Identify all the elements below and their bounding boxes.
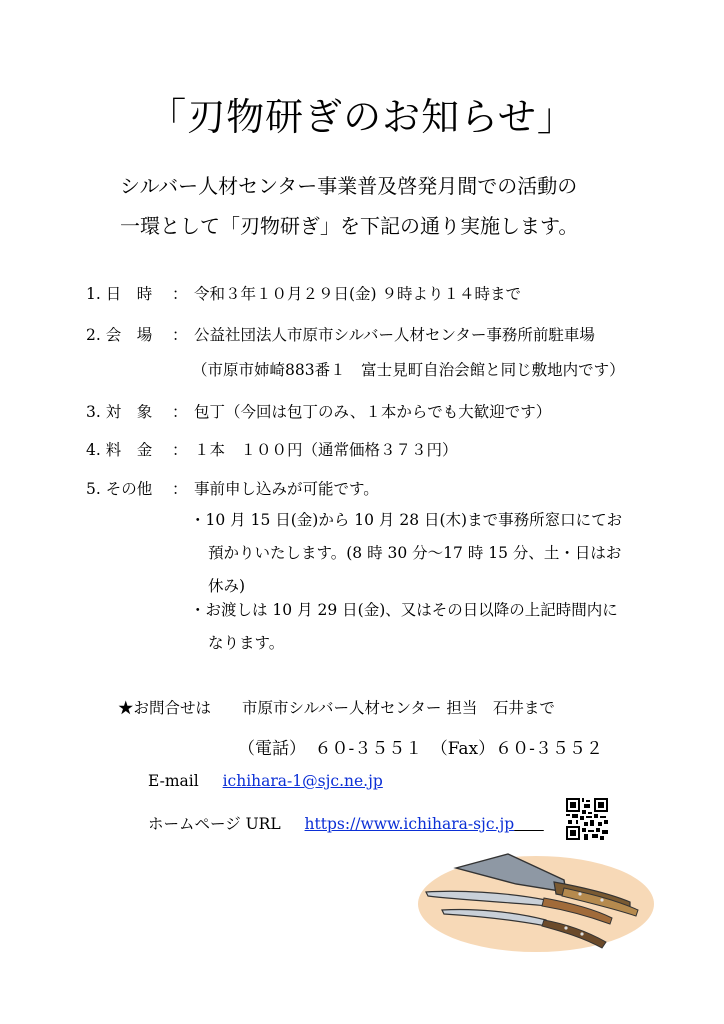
qr-code-icon[interactable] [566,798,608,840]
item-fee [86,438,458,460]
contact-phone: （電話） ６０-３５５１ （Fax）６０-３５５２ [238,739,603,759]
item-colon: ： [172,480,188,498]
url-label: ホームページ URL [148,815,281,833]
item-label: 3. 対 象 [86,403,153,421]
item-colon: ： [172,326,188,344]
homepage-link[interactable]: https://www.ichihara-sjc.jp [304,815,515,833]
item-label: 2. 会 場 [86,326,153,344]
url-row [148,812,544,834]
email-label: E-mail [148,772,199,790]
item-venue [86,323,595,345]
email-link[interactable]: ichihara-1@sjc.ne.jp [222,772,383,790]
detail-continuation: 休み) [208,577,246,595]
item-other [86,477,379,499]
item-value: １本 １００円（通常価格３７３円） [194,441,458,459]
knives-illustration [416,846,660,956]
contact-inquiry: ★お問合せは 市原市シルバー人材センター 担当 石井まで [118,699,555,717]
item-label: 5. その他 [86,480,153,498]
intro-line-1: シルバー人材センター事業普及啓発月間での活動の [120,174,578,198]
item-value: 事前申し込みが可能です。 [194,480,379,498]
item-colon: ： [172,441,188,459]
item-label: 4. 料 金 [86,441,153,459]
item-label: 1. 日 時 [86,285,153,303]
item-colon: ： [172,403,188,421]
page-title: 「刃物研ぎのお知らせ」 [148,95,576,139]
item-value: 包丁（今回は包丁のみ、１本からでも大歓迎です） [194,403,552,421]
item-value: 令和３年１０月２９日(金) ９時より１４時まで [194,285,522,303]
item-target [86,400,551,422]
item-value: 公益社団法人市原市シルバー人材センター事務所前駐車場 [194,326,595,344]
item-colon: ： [172,285,188,303]
venue-note: （市原市姉崎883番１ 富士見町自治会館と同じ敷地内です） [192,361,625,379]
detail-line: ・お渡しは 10 月 29 日(金)、又はその日以降の上記時間内に [190,601,618,619]
detail-line: ・10 月 15 日(金)から 10 月 28 日(木)まで事務所窓口にてお [190,511,623,529]
other-detail-1 [190,504,660,603]
item-datetime [86,282,521,304]
email-row [148,772,383,790]
intro-line-2: 一環として「刃物研ぎ」を下記の通り実施します。 [120,214,579,238]
detail-continuation: 預かりいたします。(8 時 30 分〜17 時 15 分、土・日はお [208,544,622,562]
other-detail-2 [190,594,660,660]
detail-continuation: なります。 [208,634,285,652]
